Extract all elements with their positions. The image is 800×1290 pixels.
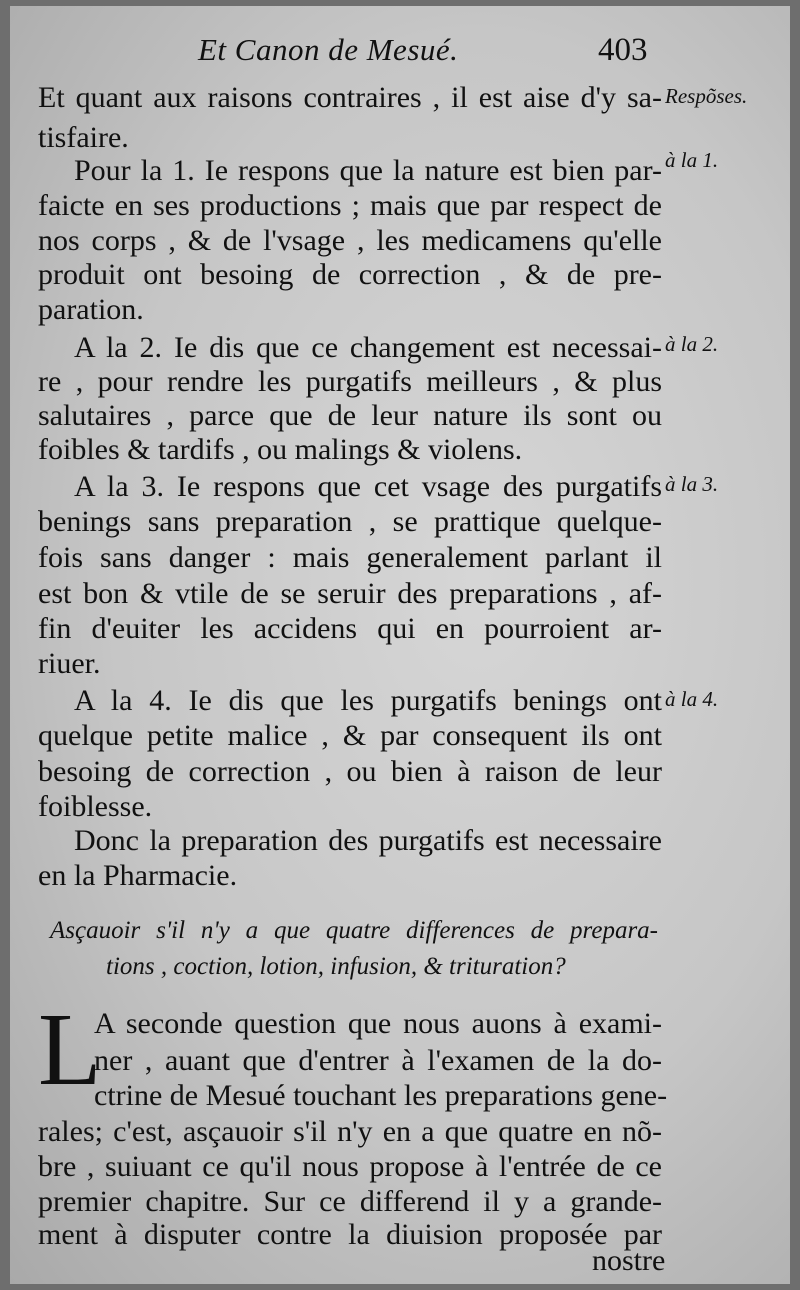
text-line: paration. [38, 293, 144, 326]
text-line: ctrine de Mesué touchant les preparations gene- [94, 1079, 668, 1112]
margin-note: Respõses. [665, 84, 748, 108]
page-header [10, 32, 790, 82]
text-line: en la Pharmacie. [38, 859, 238, 892]
text-line: fin d'euiter les accidens qui en pourroient ar- [38, 612, 662, 645]
page-number: 403 [598, 32, 648, 68]
text-line: Pour la 1. Ie respons que la nature est bien par- [74, 154, 662, 187]
text-line: foibles & tardifs , ou malings & violens. [38, 433, 523, 466]
text-line: Et quant aux raisons contraires , il est aise d'y sa- [38, 81, 662, 114]
text-line: premier chapitre. Sur ce differend il y a grande- [38, 1185, 662, 1218]
text-line: rales; c'est, asçauoir s'il n'y en a que quatre en nõ- [38, 1115, 662, 1148]
text-line: A la 3. Ie respons que cet vsage des purgatifs [74, 470, 662, 503]
text-line: riuer. [38, 647, 101, 680]
text-line: ment à disputer contre la diuision proposée par [38, 1218, 662, 1251]
running-head: Et Canon de Mesué. [198, 32, 459, 67]
text-line: Donc la preparation des purgatifs est necessaire [74, 824, 662, 857]
drop-cap: L [38, 992, 102, 1107]
text-line: ner , auant que d'entrer à l'examen de la do- [94, 1044, 662, 1077]
text-line: tisfaire. [38, 121, 129, 154]
text-line: benings sans preparation , se prattique quelque- [38, 505, 662, 538]
text-line: A la 4. Ie dis que les purgatifs benings ont [74, 684, 662, 717]
text-line: quelque petite malice , & par consequent ils ont [38, 719, 662, 752]
margin-note: à la 4. [665, 687, 719, 711]
subheading-line: Asçauoir s'il n'y a que quatre differences de prepara- [50, 917, 658, 944]
text-line: nos corps , & de l'vsage , les medicamens qu'elle [38, 224, 662, 257]
text-line: est bon & vtile de se seruir des preparations , af- [38, 577, 662, 610]
text-line: bre , suiuant ce qu'il nous propose à l'entrée de ce [38, 1150, 662, 1183]
catchword: nostre [592, 1244, 666, 1277]
margin-note: à la 1. [665, 148, 719, 172]
book-page [10, 6, 790, 1284]
margin-note: à la 2. [665, 332, 719, 356]
text-line: A seconde question que nous auons à exami- [94, 1007, 662, 1040]
text-line: faicte en ses productions ; mais que par respect de [38, 189, 662, 222]
text-line: fois sans danger : mais generalement parlant il [38, 541, 662, 574]
margin-note: à la 3. [665, 472, 719, 496]
text-line: produit ont besoing de correction , & de pre- [38, 258, 662, 291]
text-line: re , pour rendre les purgatifs meilleurs , & plus [38, 365, 662, 398]
text-line: besoing de correction , ou bien à raison de leur [38, 755, 662, 788]
text-line: foiblesse. [38, 790, 153, 823]
text-line: salutaires , parce que de leur nature ils sont ou [38, 399, 662, 432]
text-line: A la 2. Ie dis que ce changement est necessai- [74, 331, 662, 364]
subheading-line: tions , coction, lotion, infusion, & trituration? [106, 953, 566, 980]
